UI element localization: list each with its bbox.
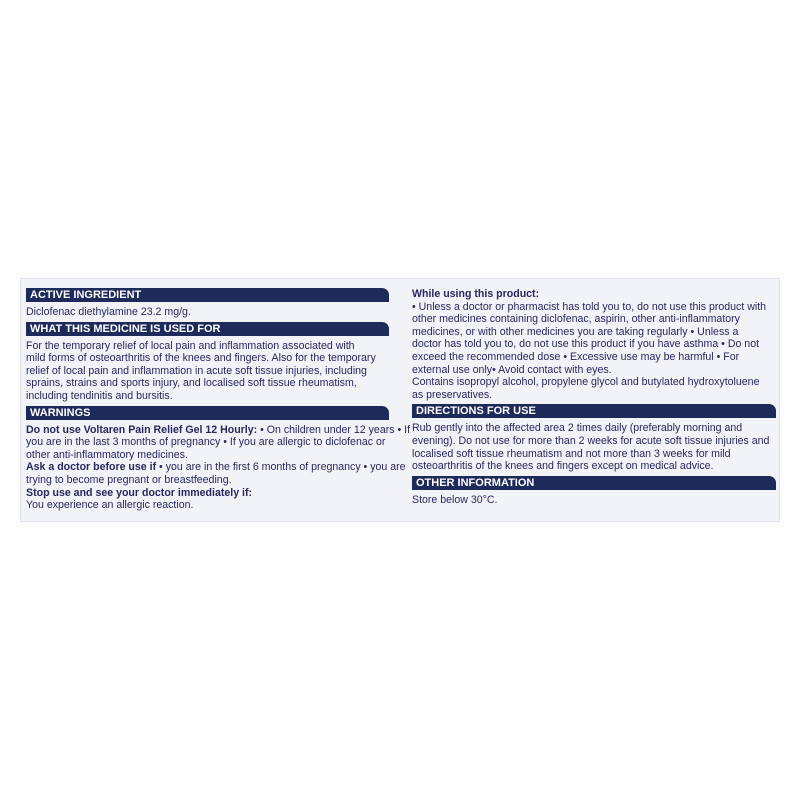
directions-line: evening). Do not use for more than 2 weeks for acute soft tissue injuries and (412, 434, 770, 447)
active-ingredient-heading: ACTIVE INGREDIENT (26, 288, 389, 302)
warnings-heading: WARNINGS (26, 406, 389, 420)
ask-doctor-line: trying to become pregnant or breastfeeding. (26, 473, 232, 486)
directions-heading: DIRECTIONS FOR USE (412, 404, 776, 418)
preservatives-line: Contains isopropyl alcohol, propylene glycol and butylated hydroxytoluene (412, 376, 760, 389)
while-using-line: exceed the recommended dose • Excessive use may be harmful • For (412, 350, 740, 363)
used-for-line: including tendinitis and bursitis. (26, 389, 173, 402)
while-using-line: • Unless a doctor or pharmacist has told you to, do not use this product with (412, 300, 767, 313)
do-not-use-line: other anti-inflammatory medicines. (26, 448, 188, 461)
used-for-line: For the temporary relief of local pain and inflammation associated with (26, 339, 355, 352)
used-for-text (26, 340, 389, 403)
preservatives-line: as preservatives. (412, 388, 493, 401)
do-not-use-line-rest: • On children under 12 years • If (257, 423, 411, 436)
do-not-use-label: Do not use Voltaren Pain Relief Gel 12 Hourly: (26, 423, 258, 436)
do-not-use-line (26, 423, 411, 437)
while-using-text (412, 288, 776, 401)
do-not-use-line: you are in the last 3 months of pregnancy • If you are allergic to diclofenac or (26, 436, 386, 449)
stop-use-label: Stop use and see your doctor immediately if: (26, 486, 253, 499)
active-ingredient-text: Diclofenac diethylamine 23.2 mg/g. (26, 306, 191, 318)
while-using-line: other medicines containing diclofenac, aspirin, other anti-inflammatory (412, 313, 740, 326)
while-using-line: doctor has told you to, do not use this product if you have asthma • Do not (412, 338, 760, 351)
used-for-line: mild forms of osteoarthritis of the knees and fingers. Also for the temporary (26, 352, 376, 365)
other-info-text: Store below 30°C. (412, 493, 498, 506)
other-info-heading: OTHER INFORMATION (412, 476, 776, 490)
warnings-text (26, 423, 411, 512)
ask-doctor-label: Ask a doctor before use if (26, 461, 157, 474)
ask-doctor-line-rest: • you are in the first 6 months of pregnancy • you are (156, 461, 406, 474)
directions-text (412, 422, 776, 472)
ask-doctor-line (26, 461, 406, 474)
used-for-line: relief of local pain and inflammation in acute soft tissue injuries, including (26, 364, 367, 377)
left-column (26, 288, 411, 515)
directions-line: localised soft tissue rheumatism and not more than 3 weeks for mild (412, 447, 731, 460)
while-using-label: While using this product: (412, 288, 540, 300)
used-for-line: sprains, strains and sports injury, and localised soft tissue rheumatism, (26, 377, 357, 390)
used-for-heading: WHAT THIS MEDICINE IS USED FOR (26, 322, 389, 336)
while-using-line: external use only• Avoid contact with eyes. (412, 363, 612, 376)
stop-use-text: You experience an allergic reaction. (26, 499, 194, 512)
directions-line: Rub gently into the affected area 2 times daily (preferably morning and (412, 422, 743, 435)
directions-line: osteoarthritis of the knees and fingers except on medical advice. (412, 460, 714, 473)
while-using-line: medicines, or with other medicines you are taking regularly • Unless a (412, 325, 739, 338)
right-column (412, 288, 776, 509)
product-information-panel (20, 278, 780, 522)
